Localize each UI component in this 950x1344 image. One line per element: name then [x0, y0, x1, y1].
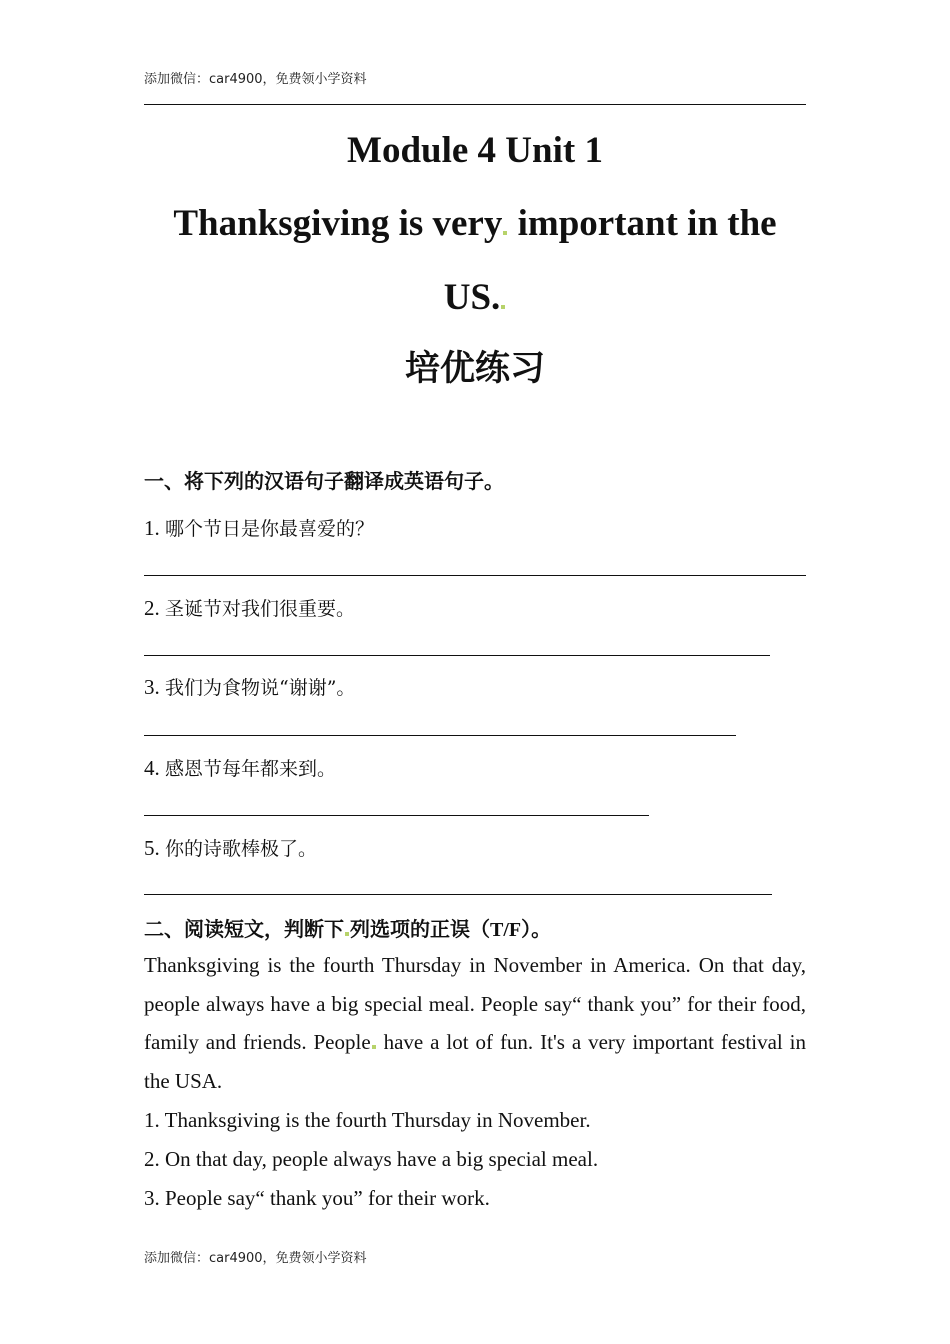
question-number: 2. [144, 596, 160, 620]
title-line-2a: Thanksgiving is very [173, 203, 503, 244]
answer-line-1[interactable] [144, 575, 806, 576]
title-subtitle: 培优练习 [404, 349, 545, 389]
statement-3: 3. People say“ thank you” for their work. [144, 1186, 490, 1210]
question-2 [144, 594, 355, 621]
section-2-heading-c: ）。 [521, 917, 552, 941]
question-number: 4. [144, 756, 160, 780]
reading-passage [144, 946, 806, 1100]
green-mark [372, 1045, 376, 1049]
answer-line-3[interactable] [144, 735, 736, 736]
question-number: 5. [144, 836, 160, 860]
green-mark [345, 932, 349, 936]
question-number: 1. [144, 516, 160, 540]
question-text: 哪个节日是你最喜爱的？ [165, 518, 375, 540]
statement-1: 1. Thanksgiving is the fourth Thursday in November. [144, 1108, 591, 1132]
answer-line-4[interactable] [144, 815, 649, 816]
title-line-3 [144, 279, 806, 316]
green-mark [503, 231, 507, 235]
question-number: 3. [144, 675, 160, 699]
statement-2: 2. On that day, people always have a big special meal. [144, 1147, 599, 1171]
section-2-heading-a: 二、阅读短文，判断下 [144, 917, 344, 941]
section-1-heading: 一、将下列的汉语句子翻译成英语句子。 [144, 469, 504, 493]
section-2-heading-b: 列选项的正误（ [350, 917, 490, 941]
title-line-2 [144, 205, 806, 242]
question-1 [144, 514, 374, 541]
question-text: 感恩节每年都来到。 [165, 758, 337, 780]
passage-part-a: Thanksgiving is the four [144, 953, 359, 977]
title-module: Module 4 Unit 1 [347, 130, 603, 171]
section-2-heading-tf: T/F [490, 919, 522, 941]
passage-part-b: th Thursday in November in America. On that day, people always have a big special meal. People say“ thank you” for their food, family and friends. People [144, 953, 806, 1054]
question-text: 你的诗歌棒极了。 [165, 838, 318, 860]
question-5 [144, 834, 317, 861]
section-2-heading [144, 913, 551, 942]
question-text: 我们为食物说“谢谢”。 [165, 677, 356, 699]
question-3 [144, 673, 355, 700]
header-rule [144, 104, 806, 105]
header-note: 添加微信：car4900，免费领小学资料 [144, 72, 367, 87]
question-4 [144, 754, 336, 781]
question-text: 圣诞节对我们很重要。 [165, 598, 356, 620]
green-mark [501, 305, 505, 309]
answer-line-2[interactable] [144, 655, 770, 656]
title-line-2b: important in the [508, 203, 777, 244]
footer-note: 添加微信：car4900，免费领小学资料 [144, 1251, 367, 1266]
title-line-3-text: US. [443, 277, 501, 318]
answer-line-5[interactable] [144, 894, 772, 895]
passage-part-c: have a lot of fun. It's a very important festival in the USA. [144, 1030, 806, 1093]
